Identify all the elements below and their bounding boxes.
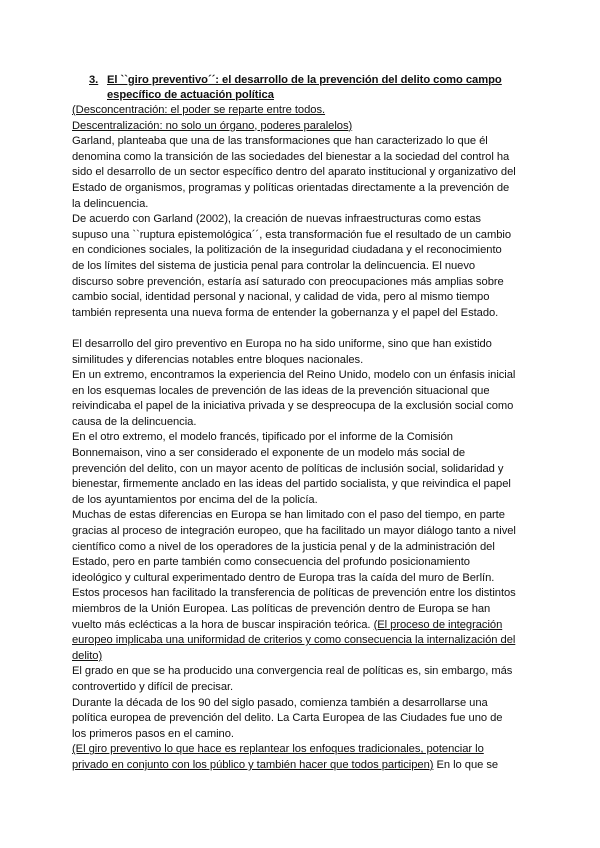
paragraph-decada-90: Durante la década de los 90 del siglo pasado, comienza también a desarrollarse una política europea de prevención del delito. La Carta Europea de las Ciudades fue uno de los primeros pasos en el camino.: [72, 696, 503, 740]
paragraph-garland: Garland, planteaba que una de las transformaciones que han caracterizado lo que él denomina como la transición de las sociedades del bienestar a la sociedad del control ha sido el desarrollo de un sector específico dentro del aparato institucional y organizativo del Estado de organismos, programas y políticas orientadas directamente a la prevención de la delincuencia.: [72, 135, 516, 210]
note-giro-preventivo: (El giro preventivo lo que hace es replantear los enfoques tradicionales, potenciar lo privado en conjunto con los público y también hacer que todos participen): [72, 743, 484, 771]
note-descentralizacion: Descentralización: no solo un órgano, poderes paralelos): [72, 119, 353, 132]
paragraph-giro-text: En lo que se: [433, 758, 499, 771]
section-title: El ``giro preventivo´´: el desarrollo de la prevención del delito como campo específico de actuación política: [107, 74, 502, 101]
paragraph-convergencia: El grado en que se ha producido una convergencia real de políticas es, sin embargo, más controvertido y difícil de precisar.: [72, 665, 513, 693]
section-number: 3.: [89, 74, 99, 86]
paragraph-reino-unido: En un extremo, encontramos la experiencia del Reino Unido, modelo con un énfasis inicial en los esquemas locales de prevención de las ideas de la prevención situacional que reivindicaba el papel de la iniciativa privada y se despreocupa de la exclusión social como causa de la delincuencia.: [72, 369, 516, 428]
paragraph-spacer: [72, 321, 516, 337]
paragraph-garland-2002: De acuerdo con Garland (2002), la creación de nuevas infraestructuras como estas supuso una ``ruptura epistemológica´´, esta transformación fue el resultado de un cambio en condiciones sociales, la politización de la inseguridad ciudadana y el reconocimiento de los límites del sistema de justicia penal para controlar la delincuencia. El nuevo discurso sobre prevención, estaría así saturado con preocupaciones más amplias sobre cambio social, identidad personal y nacional, y calidad de vida, pero al mismo tiempo también representa una nueva forma de entender la gobernanza y el papel del Estado.: [72, 213, 511, 319]
section-heading: [89, 73, 516, 103]
note-integracion-europea: (El proceso de integración europeo implicaba una uniformidad de criterios y como consecuencia la internalización del delito): [72, 618, 516, 662]
paragraph-diferencias-europa: [72, 508, 516, 664]
paragraph-modelo-frances: En el otro extremo, el modelo francés, tipificado por el informe de la Comisión Bonnemaison, vino a ser considerado el exponente de un modelo más social de prevención del delito, con un mayor acento de políticas de inclusión social, solidaridad y bienestar, firmemente anclado en las ideas del partido socialista, y que reivindica el papel de los ayuntamientos por encima del de la policía.: [72, 431, 511, 506]
paragraph-giro-preventivo: [72, 742, 516, 773]
paragraph-desarrollo-europa: El desarrollo del giro preventivo en Europa no ha sido uniforme, sino que han existido similitudes y diferencias notables entre bloques nacionales.: [72, 337, 492, 366]
note-desconcentracion: (Desconcentración: el poder se reparte entre todos.: [72, 104, 326, 116]
paragraph-diferencias-text: Muchas de estas diferencias en Europa se han limitado con el paso del tiempo, en parte gracias al proceso de integración europeo, que ha facilitado un mayor diálogo tanto a nivel científico como a nivel de los operadores de la justicia penal y de la administración del Estado, pero en parte también como consecuencia del profundo posicionamiento ideológico y cultural experimentado dentro de Europa tras la caída del muro de Berlín. Estos procesos han facilitado la transferencia de políticas de prevención entre los distintos miembros de la Unión Europea. Las políticas de prevención dentro de Europa se han vuelto más eclécticas a la hora de buscar inspiración teórica.: [72, 509, 516, 631]
